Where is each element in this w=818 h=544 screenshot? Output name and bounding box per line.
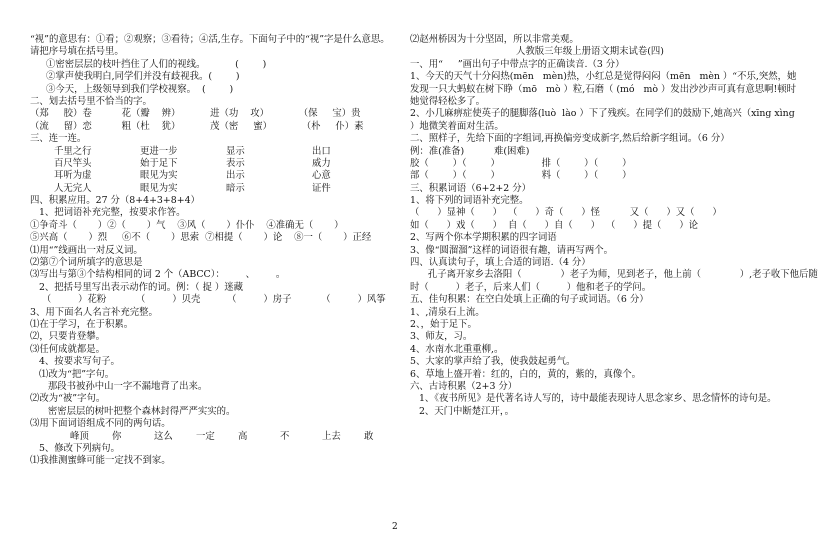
question-text: 6、草地上盛开着：红的，白的，黄的，紫的，真像个。 xyxy=(410,368,641,380)
word-item: 这么 xyxy=(154,430,173,442)
connect-item: 始于足下 xyxy=(140,157,178,169)
word-order-row xyxy=(30,431,395,443)
question-text: （ ）显神（ ） （ ）奇（ ）怪 又（ ）又（ ） xyxy=(410,207,722,219)
connect-item: 暗示 xyxy=(226,182,245,194)
word-item: 不 xyxy=(280,430,290,442)
question-text: ⑴我推测蜜蜂可能一定找不到家。 xyxy=(30,455,171,467)
word-item: 你 xyxy=(112,430,122,442)
question-text: ⑶用下面词语组成不同的两句话。 xyxy=(30,418,171,430)
question-text: 1、将下列的词语补充完整。 xyxy=(410,195,529,207)
question-text: 孔子离开家乡去洛阳（ ）老子为师，见到老子，他上前（ ）,老子收下他后随 xyxy=(410,269,818,281)
connect-item: 显示 xyxy=(226,145,245,157)
connect-item: 出口 xyxy=(312,145,331,157)
question-text: 5、大家的掌声给了我，使我鼓起勇气。 xyxy=(410,356,576,368)
question-text: 2、小几麻痹症使英子的腿脚落(luò lào ）下了残疾。在同学们的鼓励下,她高兴（xīng xìng xyxy=(410,108,795,120)
connect-item: 眼见为实 xyxy=(140,170,178,182)
section-heading: 二、照样子，先给下面的字组词,再换偏旁变成新字,然后给新字组词。（6 分） xyxy=(410,133,730,145)
connect-item: 表示 xyxy=(226,157,245,169)
connect-item: 耳听为虚 xyxy=(54,170,92,182)
question-text: 例：准(准备) 难(困难) xyxy=(410,145,530,157)
question-text: 1、《夜书所见》是代著名诗人写的，诗中最能表现诗人思念家乡、思念情怀的诗句是。 xyxy=(410,393,777,405)
connect-table xyxy=(30,146,395,196)
question-text: （ ）花粉 （ ）贝壳 （ ）房子 （ ）风筝 xyxy=(30,294,386,306)
question-text: “视”的意思有：①看；②观察；③看待；④活,生存。下面句子中的“视”字是什么意思。 xyxy=(30,34,390,45)
connect-item: 威力 xyxy=(312,157,331,169)
question-text: 时（ ）老子，后来人们（ ）他和老子的学问。 xyxy=(410,281,652,293)
section-heading: 六、古诗积累（2+3 分） xyxy=(410,380,518,392)
left-column xyxy=(30,34,395,468)
right-column xyxy=(410,34,818,418)
connect-item: 千里之行 xyxy=(54,145,92,157)
question-text: 3、用下面名人名言补充完整。 xyxy=(30,306,158,318)
question-text: 1、今天的天气十分闷热(mēn mèn)热，小红总是觉得闷闷（mēn mèn ）“不乐,突然，她 xyxy=(410,71,797,83)
question-text: 发现一只大蚂蚁在树下睁（mō mò ）粒,石磨（ (mó mò ）发出沙沙声可真有意思啊!顿时 xyxy=(410,83,796,95)
question-text: 2、写两个你本学期积累的四字词语 xyxy=(410,232,557,244)
question-text: ①密密层层的枝叶挡住了人们的视线。 ( ) xyxy=(46,58,267,70)
connect-item: 出示 xyxy=(226,170,245,182)
question-text: 3、像“圆溜溜”这样的词语很有趣，请再写两个。 xyxy=(410,244,614,256)
connect-item: 心意 xyxy=(312,170,331,182)
question-text: 4、水南水北重重柳,。 xyxy=(410,343,504,355)
question-text: ①争奇斗（ ）②（ ）气 ③风（ ）仆仆 ④准确无（ ） xyxy=(30,219,344,231)
question-text: 那段书被孙中山一字不漏地背了出来。 xyxy=(30,380,208,392)
connect-item: 更进一步 xyxy=(140,145,178,157)
word-item: 一定 xyxy=(196,430,215,442)
question-text: ⑵改为“被”字句。 xyxy=(30,393,106,405)
question-text: ⑵赵州桥因为十分坚固，所以非常美观。 xyxy=(410,34,579,45)
section-heading: 三、连一连。 xyxy=(30,133,87,145)
question-text: 5、修改下列病句。 xyxy=(30,442,120,454)
exam-title: 人教版三年级上册语文期末试卷(四) xyxy=(516,46,664,58)
question-text: 1、把词语补充完整，按要求作答。 xyxy=(30,207,186,219)
question-text: ⑵第⑦个词所填字的意思是 xyxy=(30,257,143,269)
connect-item: 证件 xyxy=(312,182,331,194)
question-text: 2、天门中断楚江开，。 xyxy=(410,405,514,417)
section-heading: 四、认真读句子，填上合适的词语.（4 分） xyxy=(410,257,591,269)
question-text: ⑴用“”线画出一对反义词。 xyxy=(30,244,143,256)
question-text: 2、把括号里写出表示动作的词。例：（ 捉 ）迷藏 xyxy=(30,281,244,293)
word-item: 峰顶 xyxy=(70,430,89,442)
question-text: 她觉得轻松多了。 xyxy=(410,95,486,107)
question-text: ⑤兴高（ ）烈 ⑥不（ ）思索 ⑦相提（ ）论 ⑧一（ ）正经 xyxy=(30,232,372,244)
question-text: 密密层层的树叶把整个森林封得严严实实的。 xyxy=(30,405,236,417)
page-number: 2 xyxy=(392,522,398,532)
question-text: 如（ ）戏（ ） 自（ ）自（ ） （ ）提（ ）论 xyxy=(410,219,698,231)
question-text: ）地微笑着面对生活。 xyxy=(410,120,504,132)
connect-item: 人无完人 xyxy=(54,182,92,194)
question-text: 1、,清泉石上流。 xyxy=(410,306,485,318)
question-text: ②掌声使我明白,同学们并没有歧视我。( ) xyxy=(46,71,240,83)
question-text: ③今天，上级领导到我们学校视察。 ( ) xyxy=(46,83,234,95)
connect-item: 眼见为实 xyxy=(140,182,178,194)
section-heading: 二、划去括号里不恰当的字。 xyxy=(30,95,152,107)
question-text: （郑 胶）卷 花（瓣 辨） 进（功 攻） （保 宝）贵 xyxy=(30,108,361,120)
question-text: ⑶任何成就都是。 xyxy=(30,343,106,355)
section-heading: 五、佳句积累：在空白处填上正确的句子或词语。（6 分） xyxy=(410,294,649,306)
question-text: ⑵，只要肯登攀。 xyxy=(30,331,106,343)
question-text: 4、按要求写句子。 xyxy=(30,356,120,368)
section-heading: 三、积累词语（6+2+2 分） xyxy=(410,182,531,194)
question-text: ⑶写出与第③个结构相同的词 2 个（ABCC）： 、 。 xyxy=(30,269,286,281)
connect-item: 百尺竿头 xyxy=(54,157,92,169)
section-heading: 一、用“ ”画出句子中带点字的正确读音.（3 分） xyxy=(410,58,625,70)
question-text: 请把序号填在括号里。 xyxy=(30,46,124,58)
question-text: 部（ ）（ ） 料（ ）（ ） xyxy=(410,170,632,182)
word-item: 敢 xyxy=(364,430,374,442)
question-text: （流 留）恋 粗（杜 犹） 茂（密 蜜） （朴 仆）素 xyxy=(30,120,364,132)
question-text: ⑴在于学习，在于积累。 xyxy=(30,318,134,330)
question-text: ⑴改为“把”字句。 xyxy=(30,368,115,380)
word-item: 高 xyxy=(238,430,248,442)
question-text: 2、，始于足下。 xyxy=(410,318,477,330)
question-text: 3、师友，习。 xyxy=(410,331,473,343)
question-text: 胶（ ）（ ） 排（ ）（ ） xyxy=(410,157,632,169)
word-item: 上去 xyxy=(322,430,341,442)
section-heading: 四、积累应用。27 分（8+4+3+8+4） xyxy=(30,195,200,207)
